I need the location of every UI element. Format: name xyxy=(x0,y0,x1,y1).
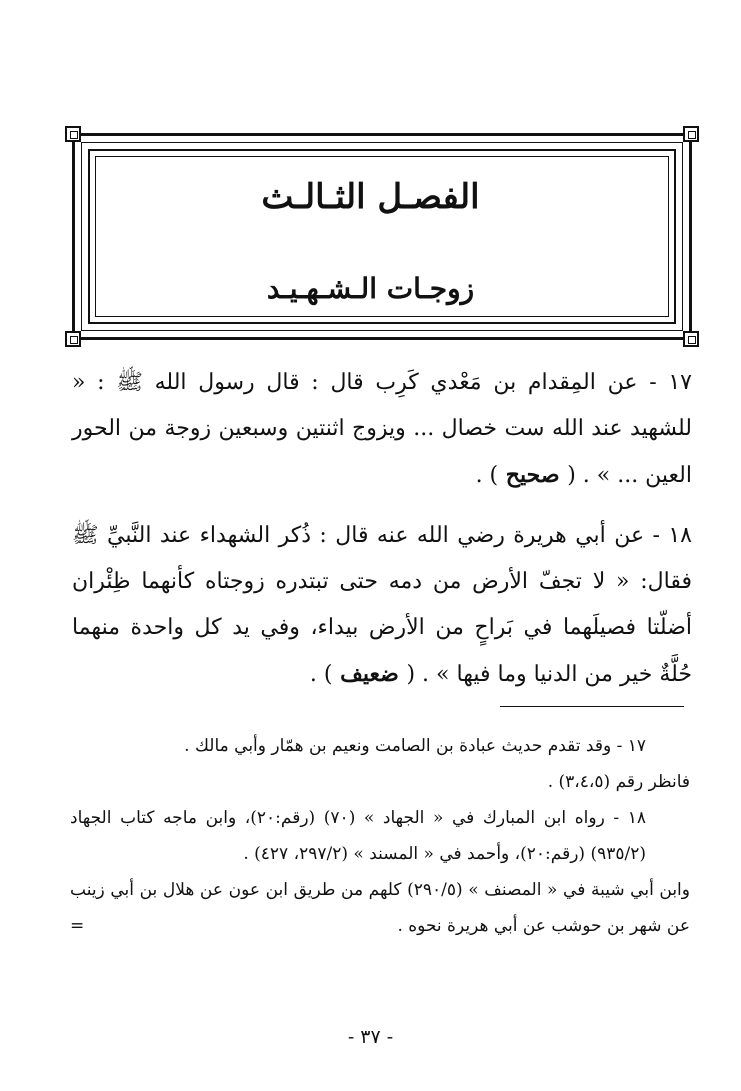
footnote-18-cont xyxy=(70,872,690,944)
footnotes xyxy=(70,728,690,944)
frame-corner-ornament xyxy=(683,331,699,347)
footnote-18-line: ١٨ - رواه ابن المبارك في « الجهاد » (٧٠) (رقم:٢٠)، وابن ماجه كتاب الجهاد (٩٣٥/٢) (رقم:٢٠)، وأحمد في « المسند » (٢٩٧/٢، ٤٢٧) . xyxy=(70,808,646,864)
footnote-divider xyxy=(500,706,684,707)
hadith-end: ) . xyxy=(475,463,499,488)
frame-corner-ornament xyxy=(683,126,699,142)
hadith-paragraph xyxy=(72,360,692,499)
continuation-mark: = xyxy=(70,916,85,936)
hadith-grade: صحيح xyxy=(498,462,568,488)
footnote-18-text: وابن أبي شيبة في « المصنف » (٢٩٠/٥) كلهم من طريق ابن عون عن هلال بن أبي زينب عن شهر بن حوشب عن أبي هريرة نحوه . xyxy=(70,880,690,936)
frame-corner-ornament xyxy=(65,331,81,347)
chapter-frame xyxy=(72,133,692,340)
footnote-17-ref: فانظر رقم (٣،٤،٥) . xyxy=(547,772,690,792)
hadith-grade: ضعيف xyxy=(332,661,407,687)
footnote-17-line: ١٧ - وقد تقدم حديث عبادة بن الصامت ونعيم بن همّار وأبي مالك . xyxy=(184,736,646,756)
page-number: - ٣٧ - xyxy=(347,1026,394,1048)
chapter-subtitle: زوجـات الـشـهـيـد xyxy=(266,272,475,305)
main-text xyxy=(72,360,692,712)
hadith-paragraph xyxy=(72,513,692,698)
hadith-text: ١٨ - عن أبي هريرة رضي الله عنه قال : ذُكر الشهداء عند النَّبيِّ ﷺ فقال: « لا تجفّ الأرض من دمه حتى تبتدره زوجتاه كأنهما ظِئْران أضلّتا فصيلَهما في بَراحٍ من الأرض بيداء، وفي يد كل واحدة منهما حُلَّةٌ خير من الدنيا وما فيها » . ( xyxy=(72,523,692,687)
chapter-title: الفصـل الثـالـث xyxy=(261,177,480,217)
frame-corner-ornament xyxy=(65,126,81,142)
hadith-end: ) . xyxy=(309,662,333,687)
hadith-text: ١٧ - عن المِقدام بن مَعْدي كَرِب قال : قال رسول الله ﷺ : « للشهيد عند الله ست خصال ... ويزوج اثنتين وسبعين زوجة من الحور العين ... » . ( xyxy=(72,370,692,488)
